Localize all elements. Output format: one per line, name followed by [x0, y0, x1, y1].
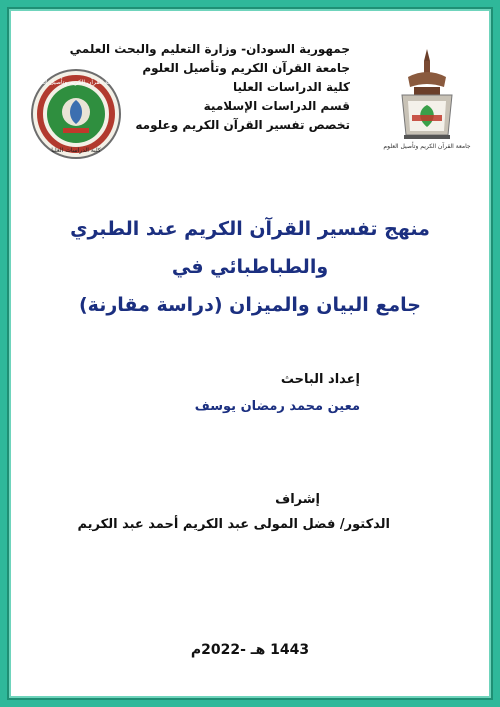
header-line-ministry: جمهورية السودان- وزارة التعليم والبحث العلمي	[69, 42, 350, 56]
thesis-title-line-2: جامع البيان والميزان (دراسة مقارنة)	[79, 294, 421, 316]
institution-header	[69, 40, 350, 135]
thesis-title-line-1: منهج تفسير القرآن الكريم عند الطبري والطباطبائي في	[70, 218, 430, 278]
emblem-caption: جامعة القرآن الكريم وتأصيل العلوم	[383, 143, 471, 150]
author-section	[195, 370, 360, 420]
header-line-specialization: تخصص تفسير القرآن الكريم وعلومه	[135, 118, 350, 132]
author-name: معين محمد رمضان يوسف	[194, 399, 360, 414]
header-line-university: جامعة القرآن الكريم وتأصيل العلوم	[142, 61, 350, 75]
header-line-college: كلية الدراسات العليا	[232, 80, 350, 94]
thesis-title	[30, 210, 470, 324]
header-line-department: قسم الدراسات الإسلامية	[203, 99, 350, 113]
seal-text-top: جامعة القرآن الكريم وتأصيل العلوم	[32, 79, 120, 86]
publication-date: 1443 هـ -2022م	[190, 642, 310, 658]
supervisor-section	[77, 490, 390, 538]
university-emblem-icon	[383, 47, 471, 162]
college-seal-icon	[30, 68, 122, 160]
supervisor-name: الدكتور/ فضل المولى عبد الكريم أحمد عبد الكريم	[77, 517, 390, 532]
author-label: إعداد الباحث	[280, 372, 360, 387]
supervisor-label: إشراف	[275, 492, 320, 507]
seal-text-bottom: كلية الدراسات العليا	[51, 147, 101, 154]
